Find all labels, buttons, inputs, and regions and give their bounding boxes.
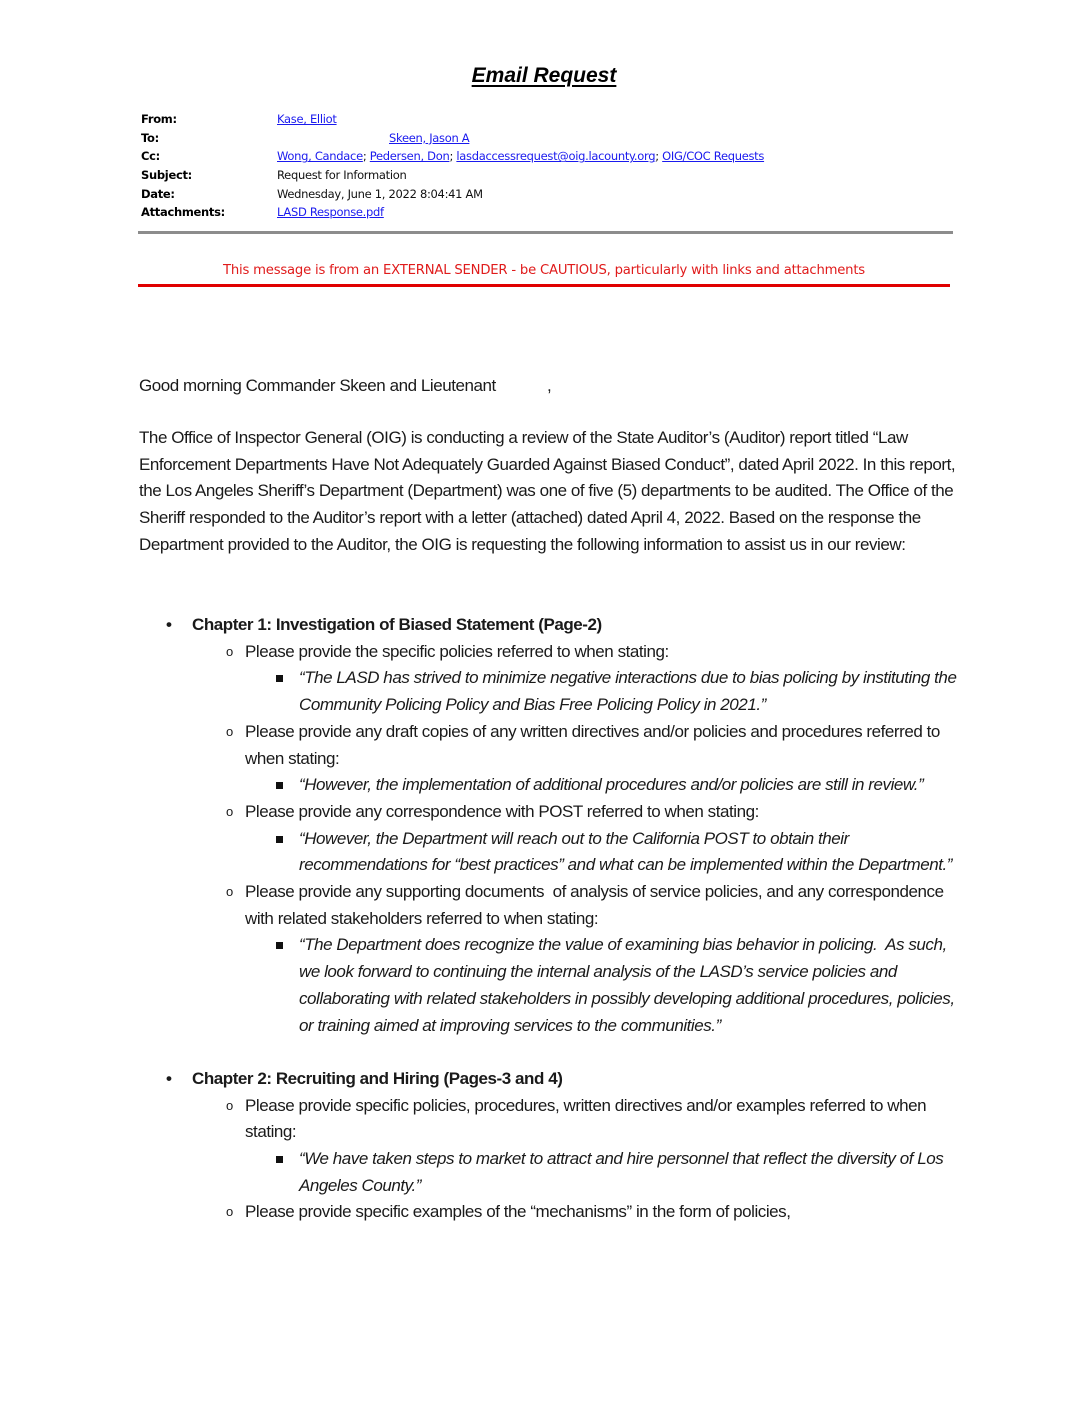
square-bullet-icon — [276, 782, 283, 789]
hollow-bullet-icon: o — [226, 643, 233, 659]
quote-text: “However, the Department will reach out to the California POST to obtain their recommendations for “best practices” and what can be implemented within the Department.” — [299, 828, 953, 875]
cc-separator: ; — [449, 149, 457, 164]
quote-item — [192, 772, 959, 799]
email-header — [141, 110, 764, 222]
quote-text: “The Department does recognize the value of examining bias behavior in policing. As such, we look forward to continuing the internal analysis of the LASD’s service policies and collaborating with related stakeholders in possibly developing additional procedures, policies, or training aimed at improving services to the communities.” — [299, 935, 959, 1035]
request-text: Please provide specific examples of the “mechanisms” in the form of policies, — [245, 1202, 791, 1222]
cc-separator: ; — [362, 149, 370, 164]
date-value: Wednesday, June 1, 2022 8:04:41 AM — [277, 186, 483, 201]
quote-item — [192, 665, 959, 718]
request-item — [192, 719, 959, 772]
request-item — [192, 639, 959, 666]
request-item — [192, 1199, 959, 1226]
date-label: Date: — [141, 186, 175, 201]
intro-paragraph: The Office of Inspector General (OIG) is conducting a review of the State Auditor’s (Auditor) report titled “Law Enforcement Departments Have Not Adequately Guarded Against Biased Conduct”, dated April 2022. In this report, the Los Angeles Sheriff’s Department (Department) was one of five (5) departments to be audited. The Office of the Sheriff responded to the Auditor’s report with a letter (attached) dated April 4, 2022. Based on the response the Department provided to the Auditor, the OIG is requesting the following information to assist us in our review: — [139, 428, 956, 554]
quote-item — [192, 1146, 959, 1199]
request-text: Please provide the specific policies referred to when stating: — [245, 641, 669, 661]
attachments-label: Attachments: — [141, 205, 225, 220]
bullet-icon: • — [166, 615, 172, 634]
cc-label: Cc: — [141, 149, 160, 164]
square-bullet-icon — [276, 675, 283, 682]
request-text: Please provide specific policies, procedures, written directives and/or examples referred to when stating: — [245, 1095, 927, 1142]
square-bullet-icon — [276, 836, 283, 843]
subject-value: Request for Information — [277, 168, 407, 183]
header-divider — [138, 231, 953, 234]
chapter-heading: Chapter 1: Investigation of Biased Statement (Page-2) — [192, 615, 602, 634]
request-list — [139, 612, 959, 1226]
cc-row — [141, 147, 764, 166]
spacer — [139, 1039, 959, 1066]
quote-text: “We have taken steps to market to attract and hire personnel that reflect the diversity of Los Angeles County.” — [299, 1149, 944, 1195]
warning-divider — [138, 284, 950, 287]
to-link[interactable]: Skeen, Jason A — [389, 130, 470, 145]
quote-text: “However, the implementation of additional procedures and/or policies are still in review.” — [299, 775, 924, 795]
from-link[interactable]: Kase, Elliot — [277, 112, 337, 126]
cc-link-oig-coc[interactable]: OIG/COC Requests — [662, 149, 765, 164]
request-text: Please provide any supporting documents of analysis of service policies, and any correspondence with related stakeholders referred to when stating: — [245, 882, 948, 928]
bullet-icon: • — [166, 1068, 172, 1088]
cc-link-wong[interactable]: Wong, Candace — [277, 149, 363, 164]
quote-item — [192, 932, 959, 1039]
to-label: To: — [141, 130, 159, 145]
chapter-1 — [139, 612, 959, 1039]
chapter-2 — [139, 1066, 959, 1226]
hollow-bullet-icon: o — [226, 803, 233, 819]
hollow-bullet-icon: o — [226, 1204, 233, 1220]
attachment-link[interactable]: LASD Response.pdf — [277, 205, 384, 220]
page-title: Email Request — [471, 64, 617, 87]
from-row — [141, 110, 764, 129]
hollow-bullet-icon: o — [226, 723, 233, 739]
cc-recipients — [277, 147, 764, 166]
hollow-bullet-icon: o — [226, 884, 233, 900]
to-row — [141, 129, 764, 148]
subject-row — [141, 166, 764, 185]
square-bullet-icon — [276, 942, 283, 949]
external-sender-warning: This message is from an EXTERNAL SENDER - be CAUTIOUS, particularly with links and attachments — [223, 263, 865, 278]
cc-link-pedersen[interactable]: Pedersen, Don — [369, 149, 450, 164]
request-text: Please provide any correspondence with POST referred to when stating: — [245, 801, 759, 821]
greeting: Good morning Commander Skeen and Lieutenant , — [139, 376, 552, 395]
request-text: Please provide any draft copies of any written directives and/or policies and procedures referred to when stating: — [245, 721, 940, 768]
request-item — [192, 799, 959, 826]
from-label: From: — [141, 112, 177, 126]
cc-link-lasdaccessrequest[interactable]: lasdaccessrequest@oig.lacounty.org — [456, 149, 656, 164]
chapter-heading: Chapter 2: Recruiting and Hiring (Pages-3 and 4) — [192, 1068, 563, 1088]
request-item — [192, 1093, 959, 1146]
cc-separator: ; — [655, 149, 663, 164]
square-bullet-icon — [276, 1156, 283, 1163]
quote-item — [192, 826, 959, 879]
date-row — [141, 185, 764, 204]
subject-label: Subject: — [141, 168, 192, 183]
quote-text: “The LASD has strived to minimize negative interactions due to bias policing by instituting the Community Policing Policy and Bias Free Policing Policy in 2021.” — [299, 668, 957, 715]
hollow-bullet-icon: o — [226, 1097, 233, 1113]
attachments-row — [141, 203, 764, 222]
request-item — [192, 879, 959, 932]
